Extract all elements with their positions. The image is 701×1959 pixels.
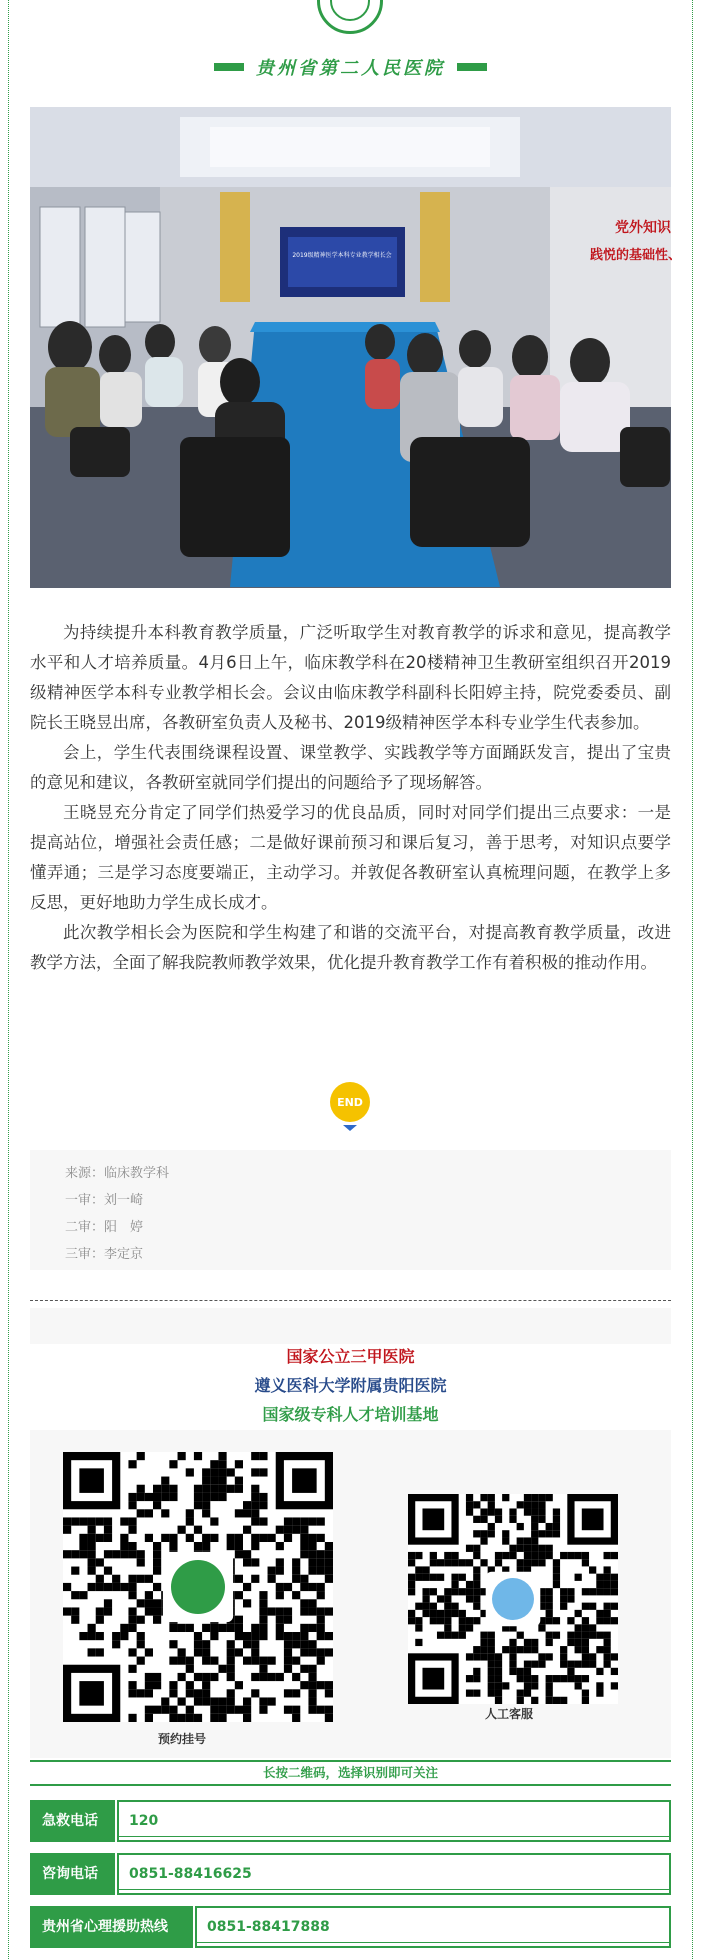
divider xyxy=(30,1300,671,1301)
wall-slogan-2: 践悦的基础性、 xyxy=(590,248,682,263)
customer-service-qr-caption: 人工客服 xyxy=(485,1707,534,1721)
hotline-number[interactable]: 120 xyxy=(117,1800,671,1842)
article-body xyxy=(30,618,671,978)
hotline-psych-aid[interactable] xyxy=(30,1906,671,1948)
hotline-label: 咨询电话 xyxy=(30,1853,115,1895)
meeting-photo xyxy=(30,107,682,588)
hotline-label: 急救电话 xyxy=(30,1800,115,1842)
appointment-qr-code[interactable] xyxy=(63,1452,333,1722)
credit-review-1: 一审：刘一崎 xyxy=(65,1193,144,1208)
hotline-emergency[interactable] xyxy=(30,1800,671,1842)
appointment-qr-caption: 预约挂号 xyxy=(158,1732,207,1746)
article-paragraph: 会上，学生代表围绕课程设置、课堂教学、实践教学等方面踊跃发言，提出了宝贵的意见和建议，各教研室就同学们提出的问题给予了现场解答。 xyxy=(30,743,671,792)
footer-background xyxy=(30,1308,671,1344)
follow-hint: 长按二维码，选择识别即可关注 xyxy=(30,1760,671,1786)
end-arrow-icon xyxy=(343,1125,357,1131)
brand-bar-left xyxy=(214,63,244,71)
hotline-consult[interactable] xyxy=(30,1853,671,1895)
wall-slogan-1: 党外知识 xyxy=(615,220,671,236)
credit-source: 来源：临床教学科 xyxy=(65,1166,170,1181)
hotline-number[interactable]: 0851-88417888 xyxy=(195,1906,671,1948)
brand-banner xyxy=(0,55,701,79)
hospital-tagline-2: 遵义医科大学附属贵阳医院 xyxy=(254,1376,447,1395)
hotline-number[interactable]: 0851-88416625 xyxy=(117,1853,671,1895)
brand-bar-right xyxy=(457,63,487,71)
hospital-tagline-3: 国家级专科人才培训基地 xyxy=(262,1405,439,1424)
hospital-tagline-1: 国家公立三甲医院 xyxy=(286,1347,415,1366)
hotline-label: 贵州省心理援助热线 xyxy=(30,1906,193,1948)
article-paragraph: 为持续提升本科教育教学质量，广泛听取学生对教育教学的诉求和意见，提高教学水平和人才培养质量。4月6日上午，临床教学科在20楼精神卫生教研室组织召开2019级精神医学本科专业教学相长会。会议由临床教学科副科长阳婷主持，院党委委员、副院长王晓昱出席，各教研室负责人及秘书、2019级精神医学本科专业学生代表参加。 xyxy=(30,623,671,732)
article-paragraph: 此次教学相长会为医院和学生构建了和谐的交流平台，对提高教育教学质量，改进教学方法，全面了解我院教师教学效果，优化提升教育教学工作有着积极的推动作用。 xyxy=(30,923,671,972)
screen-title: 2019级精神医学本科专业教学相长会 xyxy=(292,252,392,259)
credit-review-2: 二审：阳 婷 xyxy=(65,1220,144,1235)
credits-box xyxy=(30,1150,671,1270)
customer-service-qr-code[interactable] xyxy=(408,1494,618,1704)
qr-section xyxy=(30,1430,671,1758)
hospital-name: 贵州省第二人民医院 xyxy=(256,58,445,79)
end-badge: END xyxy=(330,1082,370,1122)
hospital-logo-icon xyxy=(317,0,383,34)
article-paragraph: 王晓昱充分肯定了同学们热爱学习的优良品质，同时对同学们提出三点要求：一是提高站位，增强社会责任感；二是做好课前预习和课后复习，善于思考，对知识点要学懂弄通；三是学习态度要端正，主动学习。并敦促各教研室认真梳理问题，在教学上多反思，更好地助力学生成长成才。 xyxy=(30,803,671,912)
credit-review-3: 三审：李定京 xyxy=(65,1247,144,1262)
